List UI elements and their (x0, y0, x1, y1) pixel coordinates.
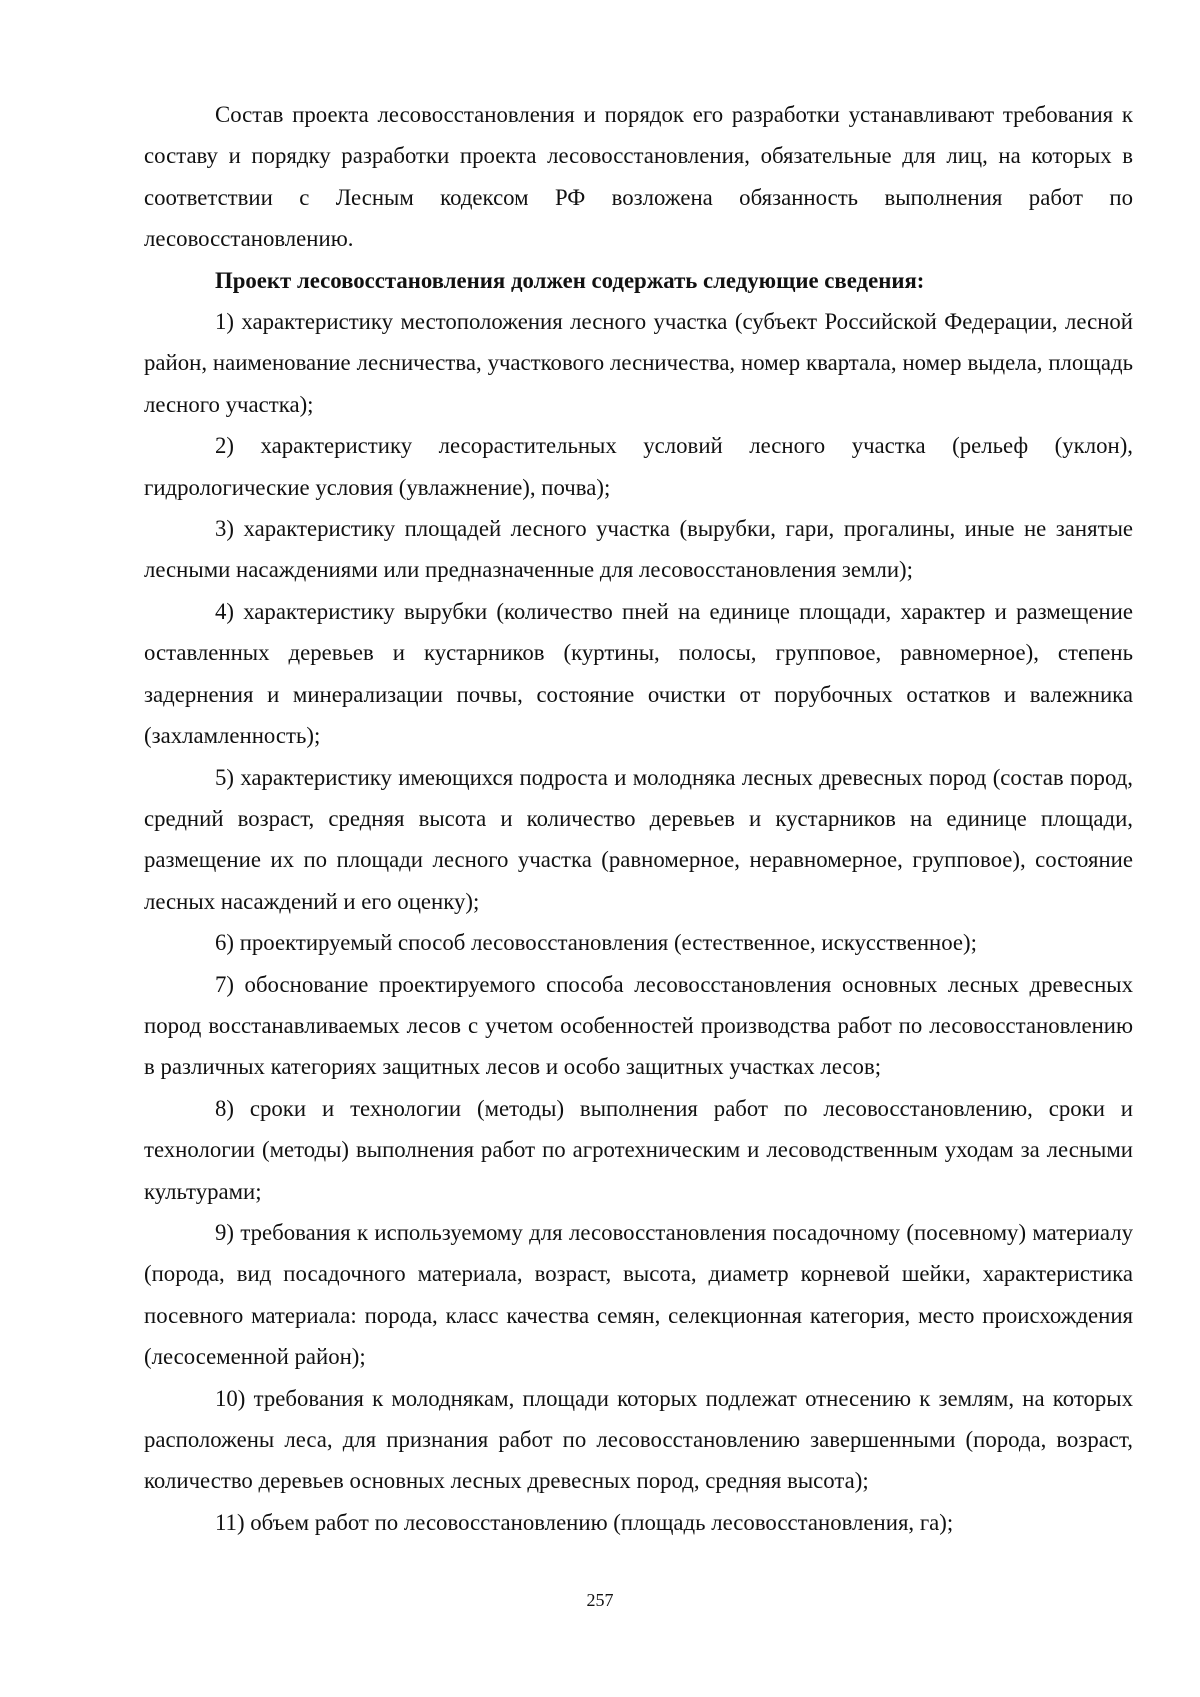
list-item: 6) проектируемый способ лесовосстановления (естественное, искусственное); (215, 930, 977, 956)
section-heading: Проект лесовосстановления должен содержать следующие сведения: (215, 267, 925, 293)
list-item: 10) требования к молоднякам, площади которых подлежат отнесению к землям, на которых расположены леса, для признания работ по лесовосстановлению завершенными (порода, возраст, количество деревьев основных лесных древесных пород, средняя высота); (144, 1385, 1133, 1494)
list-item: 2) характеристику лесорастительных условий лесного участка (рельеф (уклон), гидрологические условия (увлажнение), почва); (144, 433, 1133, 500)
list-item: 3) характеристику площадей лесного участка (вырубки, гари, прогалины, иные не занятые лесными насаждениями или предназначенные для лесовосстановления земли); (144, 516, 1133, 583)
document-body (144, 94, 1133, 1543)
intro-paragraph: Состав проекта лесовосстановления и порядок его разработки устанавливают требования к составу и порядку разработки проекта лесовосстановления, обязательные для лиц, на которых в соответствии с Лесным кодексом РФ возложена обязанность выполнения работ по лесовосстановлению. (144, 102, 1133, 252)
list-item: 4) характеристику вырубки (количество пней на единице площади, характер и размещение оставленных деревьев и кустарников (куртины, полосы, групповое, равномерное), степень задернения и минерализации почвы, состояние очистки от порубочных остатков и валежника (захламленность); (144, 598, 1133, 749)
list-item: 5) характеристику имеющихся подроста и молодняка лесных древесных пород (состав пород, средний возраст, средняя высота и количество деревьев и кустарников на единице площади, размещение их по площади лесного участка (равномерное, неравномерное, групповое), состояние лесных насаждений и его оценку); (144, 764, 1133, 914)
list-item: 1) характеристику местоположения лесного участка (субъект Российской Федерации, лесной район, наименование лесничества, участкового лесничества, номер квартала, номер выдела, площадь лесного участка); (144, 309, 1133, 417)
list-item: 7) обоснование проектируемого способа лесовосстановления основных лесных древесных пород восстанавливаемых лесов с учетом особенностей производства работ по лесовосстановлению в различных категориях защитных лесов и особо защитных участках лесов; (144, 971, 1133, 1080)
list-item: 11) объем работ по лесовосстановлению (площадь лесовосстановления, га); (215, 1509, 954, 1535)
list-item: 9) требования к используемому для лесовосстановления посадочному (посевному) материалу (порода, вид посадочного материала, возраст, высота, диаметр корневой шейки, характеристика посевного материала: порода, класс качества семян, селекционная категория, место происхождения (лесосеменной район); (144, 1219, 1133, 1370)
list-item: 8) сроки и технологии (методы) выполнения работ по лесовосстановлению, сроки и технологии (методы) выполнения работ по агротехническим и лесоводственным уходам за лесными культурами; (144, 1095, 1133, 1204)
page-number: 257 (586, 1590, 614, 1610)
